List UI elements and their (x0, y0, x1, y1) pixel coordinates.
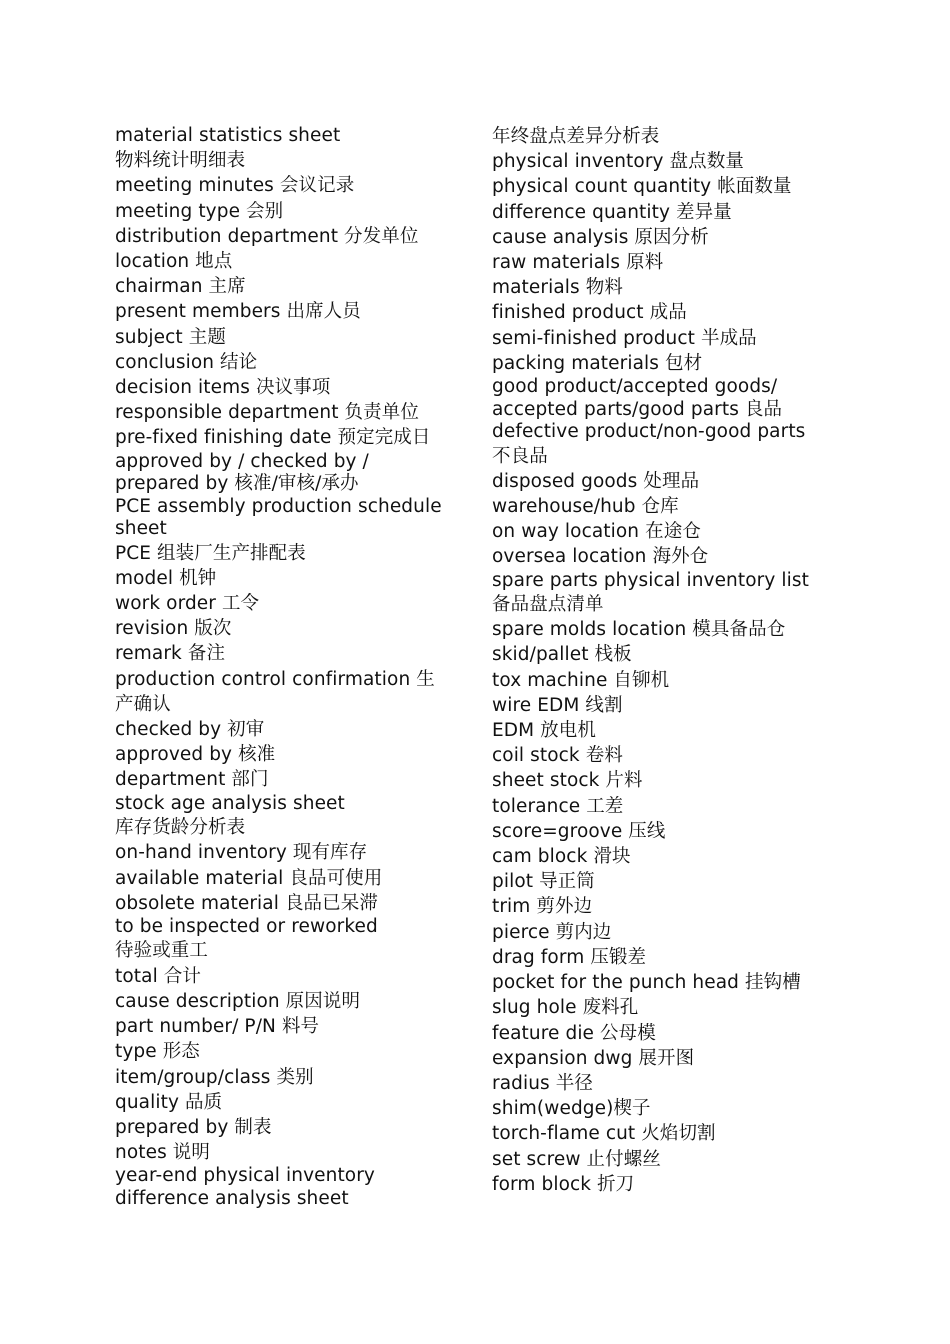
right-glossary-entry: oversea location 海外仓 (492, 546, 709, 568)
right-glossary-entry: wire EDM 线割 (492, 694, 623, 716)
left-glossary-entry: year-end physical inventory (115, 1165, 375, 1187)
left-glossary-entry: distribution department 分发单位 (115, 225, 419, 247)
right-glossary-entry: trim 剪外边 (492, 896, 593, 918)
right-glossary-entry: disposed goods 处理品 (492, 470, 700, 492)
left-glossary-entry: quality 品质 (115, 1091, 223, 1113)
right-glossary-entry: EDM 放电机 (492, 720, 596, 742)
right-glossary-column (492, 124, 827, 1197)
left-glossary-entry: model 机钟 (115, 567, 217, 589)
left-glossary-entry: subject 主题 (115, 326, 226, 348)
left-glossary-entry: chairman 主席 (115, 276, 246, 298)
left-glossary-entry: on-hand inventory 现有库存 (115, 842, 368, 864)
right-glossary-entry: on way location 在途仓 (492, 521, 701, 543)
left-glossary-entry: notes 说明 (115, 1142, 210, 1164)
left-glossary-entry: part number/ P/N 料号 (115, 1016, 320, 1038)
right-glossary-entry: slug hole 废料孔 (492, 997, 639, 1019)
left-glossary-entry: item/group/class 类别 (115, 1066, 314, 1088)
right-glossary-entry: set screw 止付螺丝 (492, 1148, 661, 1170)
right-glossary-entry: cause analysis 原因分析 (492, 226, 709, 248)
right-glossary-entry: score=groove 压线 (492, 820, 666, 842)
left-glossary-entry: approved by / checked by / (115, 450, 369, 472)
right-glossary-entry: difference quantity 差异量 (492, 201, 732, 223)
right-glossary-entry: spare parts physical inventory list (492, 569, 809, 591)
left-glossary-entry: revision 版次 (115, 618, 232, 640)
left-glossary-entry: to be inspected or reworked (115, 915, 378, 937)
right-glossary-entry: raw materials 原料 (492, 252, 664, 274)
left-glossary-entry: prepared by 制表 (115, 1116, 272, 1138)
left-glossary-entry: material statistics sheet (115, 125, 341, 146)
right-glossary-entry: materials 物料 (492, 277, 623, 299)
right-glossary-entry: feature die 公母模 (492, 1022, 656, 1044)
left-glossary-entry: approved by 核准 (115, 744, 276, 766)
left-glossary-entry: available material 良品可使用 (115, 867, 383, 889)
right-glossary-entry: cam block 滑块 (492, 846, 631, 868)
left-glossary-entry: work order 工令 (115, 593, 260, 615)
right-glossary-entry: torch-flame cut 火焰切割 (492, 1123, 716, 1145)
left-glossary-entry: meeting type 会别 (115, 200, 284, 222)
right-glossary-entry: pilot 导正筒 (492, 871, 595, 893)
left-glossary-entry: meeting minutes 会议记录 (115, 175, 355, 197)
left-glossary-entry: type 形态 (115, 1041, 200, 1063)
left-glossary-entry: PCE assembly production schedule (115, 495, 442, 517)
right-glossary-entry: coil stock 卷料 (492, 745, 623, 767)
left-glossary-entry: checked by 初审 (115, 719, 265, 741)
left-glossary-entry: total 合计 (115, 965, 201, 987)
left-glossary-entry: PCE 组装厂生产排配表 (115, 542, 306, 564)
left-glossary-entry: sheet (115, 518, 167, 540)
left-glossary-entry: difference analysis sheet (115, 1187, 349, 1209)
right-glossary-entry: physical count quantity 帐面数量 (492, 176, 792, 198)
left-glossary-entry: department 部门 (115, 769, 269, 791)
right-glossary-entry: form block 折刀 (492, 1173, 635, 1195)
right-glossary-entry: skid/pallet 栈板 (492, 644, 632, 666)
right-glossary-entry: finished product 成品 (492, 302, 687, 324)
left-glossary-entry: prepared by 核准/审核/承办 (115, 473, 359, 495)
right-glossary-entry: warehouse/hub 仓库 (492, 495, 679, 517)
left-glossary-entry: remark 备注 (115, 643, 226, 665)
left-glossary-entry: obsolete material 良品已呆滞 (115, 892, 378, 914)
right-glossary-entry: tolerance 工差 (492, 795, 624, 817)
left-glossary-entry: decision items 决议事项 (115, 377, 331, 399)
left-glossary-entry: production control confirmation 生 (115, 668, 435, 690)
right-glossary-entry: physical inventory 盘点数量 (492, 151, 744, 173)
left-glossary-entry: stock age analysis sheet (115, 792, 345, 814)
right-glossary-entry: pierce 剪内边 (492, 921, 612, 943)
right-glossary-entry: sheet stock 片料 (492, 770, 643, 792)
right-glossary-entry: spare molds location 模具备品仓 (492, 619, 786, 641)
right-glossary-entry: tox machine 自铆机 (492, 669, 670, 691)
right-glossary-entry: defective product/non-good parts (492, 421, 806, 443)
right-glossary-entry: expansion dwg 展开图 (492, 1047, 695, 1069)
left-glossary-entry: 产确认 (115, 693, 171, 715)
right-glossary-entry: radius 半径 (492, 1072, 593, 1094)
left-glossary-entry: 待验或重工 (115, 940, 209, 962)
left-glossary-entry: 物料统计明细表 (115, 150, 246, 172)
left-glossary-entry: responsible department 负责单位 (115, 402, 419, 424)
left-glossary-entry: pre-fixed finishing date 预定完成日 (115, 427, 431, 449)
right-glossary-entry: shim(wedge)楔子 (492, 1098, 651, 1120)
left-glossary-entry: present members 出席人员 (115, 301, 361, 323)
right-glossary-entry: good product/accepted goods/ (492, 376, 778, 398)
left-glossary-entry: conclusion 结论 (115, 351, 258, 373)
right-glossary-entry: pocket for the punch head 挂钩槽 (492, 972, 801, 994)
left-glossary-entry: cause description 原因说明 (115, 990, 361, 1012)
right-glossary-entry: 不良品 (492, 445, 548, 467)
left-glossary-column (115, 123, 460, 1210)
right-glossary-entry: 年终盘点差异分析表 (492, 126, 660, 147)
right-glossary-entry: accepted parts/good parts 良品 (492, 398, 783, 420)
right-glossary-entry: drag form 压锻差 (492, 946, 647, 968)
left-glossary-entry: location 地点 (115, 251, 233, 273)
right-glossary-entry: 备品盘点清单 (492, 594, 604, 616)
left-glossary-entry: 库存货龄分析表 (115, 817, 246, 839)
right-glossary-entry: packing materials 包材 (492, 352, 703, 374)
right-glossary-entry: semi-finished product 半成品 (492, 327, 757, 349)
